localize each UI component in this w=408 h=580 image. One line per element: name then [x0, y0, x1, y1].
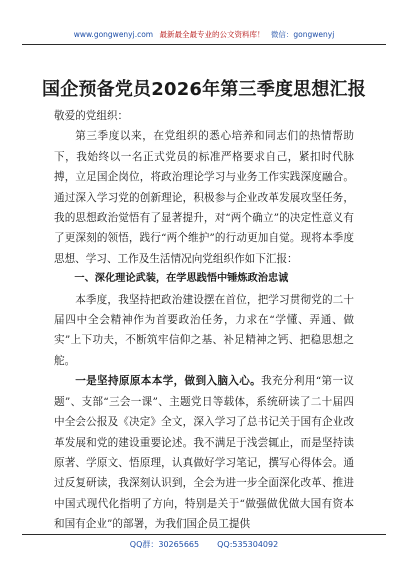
section-heading: 一、深化理论武装，在学思践悟中锤炼政治忠诚: [74, 273, 289, 285]
site-footer: [0, 539, 408, 551]
header-divider: [22, 44, 386, 45]
header-wechat: 微信：gongwenyj: [270, 30, 335, 39]
footer-qq-group: QQ群：30265665: [129, 540, 200, 549]
section-paragraph: 本季度，我坚持把政治建设摆在首位，把学习贯彻党的二十届四中全会精神作为首要政治任务，力求在“学懂、弄通、做实”上下功夫，不断筑牢信仰之基、补足精神之钙、把稳思想之舵。: [54, 293, 354, 367]
footer-divider: [22, 534, 386, 535]
site-header: [0, 30, 408, 40]
intro-paragraph: 第三季度以来，在党组织的悉心培养和同志们的热情帮助下，我始终以一名正式党员的标准严格要求自己，紧扣时代脉搏，立足国企岗位，将政治理论学习与业务工作实践深度融合。通过深入学习党的创新理论，积极参与企业改革发展攻坚任务，我的思想政治觉悟有了显著提升，对“两个确立”的决定性意义有了更深刻的领悟，践行“两个维护”的行动更加自觉。现将本季度思想、学习、工作及生活情况向党组织作如下汇报：: [54, 130, 354, 265]
point-lead: 一是坚持原原本本学，做到入脑入心。: [75, 375, 262, 388]
point-text: 我充分利用“第一议题”、支部“三会一课”、主题党日等载体，系统研读了二十届四中全会公报及《决定》全文，深入学习了总书记关于国有企业改革发展和党的建设重要论述。我不满足于浅尝辄止，而是坚持读原著、学原文、悟原理，认真做好学习笔记，撰写心得体会。通过反复研读，我深刻认识到，全会为进一步全面深化改革、推进中国式现代化指明了方向，特别是关于“做强做优做大国有资本和国有企业”的部署，为我们国企员工提供: [54, 375, 354, 531]
point-paragraph: [54, 371, 354, 534]
header-url-link[interactable]: www.gongwenyj.com: [73, 30, 154, 39]
document-body: [54, 106, 354, 535]
header-slogan: 最新最全最专业的公文资料库！: [159, 30, 265, 39]
salutation: 敬爱的党组织：: [54, 110, 129, 122]
footer-qq: QQ:535304092: [217, 540, 279, 549]
document-title: 国企预备党员2026年第三季度思想汇报: [42, 79, 366, 100]
